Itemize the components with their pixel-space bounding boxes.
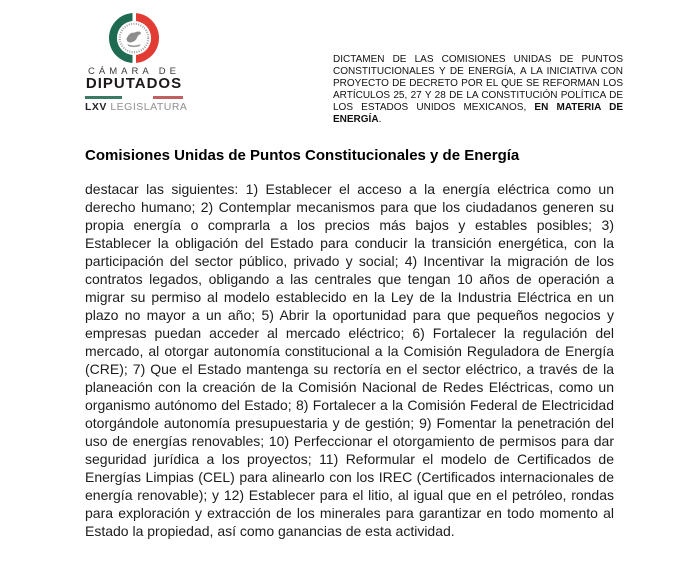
camara-diputados-logo [85,13,188,113]
logo-divider-red-segment [153,96,183,99]
coat-of-arms-icon [109,13,159,63]
logo-legislature-line [85,101,188,113]
logo-camara-de-label: CÁMARA DE [88,66,180,77]
legislature-number: LXV [85,101,107,113]
logo-diputados-label: DIPUTADOS [85,75,183,92]
dictamen-caption-period: . [378,114,382,126]
section-title: Comisiones Unidas de Puntos Constitucionales y de Energía [85,147,520,164]
logo-divider-green-segment [85,96,122,99]
body-paragraph: destacar las siguientes: 1) Establecer el acceso a la energía eléctrica como un derecho humano; 2) Contemplar mecanismos para que los ciudadanos generen su propia energía o comprarla a los precios más bajos y estables posibles; 3) Establecer la obligación del Estado para conducir la transición energética, con la participación del sector público, privado y social; 4) Incentivar la migración de los contratos legados, obligando a las centrales que tengan 10 años de operación a migrar su permiso al modelo establecido en la Ley de la Industria Eléctrica en un plazo no mayor a un año; 5) Abrir la oportunidad para que pequeños negocios y empresas puedan acceder al mercado eléctrico; 6) Fortalecer la regulación del mercado, al otorgar autonomía constitucional a la Comisión Reguladora de Energía (CRE); 7) Que el Estado mantenga su rectoría en el sector eléctrico, a través de la planeación con la creación de la Comisión Nacional de Redes Eléctricas, como un organismo autónomo del Estado; 8) Fortalecer a la Comisión Federal de Electricidad otorgándole autonomía presupuestaria y de gestión; 9) Fomentar la penetración del uso de energías renovables; 10) Perfeccionar el otorgamiento de permisos para dar seguridad jurídica a los proyectos; 11) Reformular el modelo de Certificados de Energías Limpias (CEL) para alinearlo con los IREC (Certificados internacionales de energía renovable); y 12) Establecer para el litio, al igual que en el petróleo, rondas para exploración y extracción de los minerales para garantizar en todo momento al Estado la propiedad, así como ganancias de esta actividad. [85,181,614,539]
dictamen-caption-regular-text: DICTAMEN DE LAS COMISIONES UNIDAS DE PUNTOS CONSTITUCIONALES Y DE ENERGÍA, A LA INICIATIVA CON PROYECTO DE DECRETO POR EL QUE SE REFORMAN LOS ARTÍCULOS 25, 27 Y 28 DE LA CONSTITUCIÓN POLÍTICA DE LOS ESTADOS UNIDOS MEXICANOS, [333,54,623,114]
logo-divider [85,96,183,99]
dictamen-caption [333,54,623,127]
legislature-word: LEGISLATURA [110,101,188,113]
dictamen-caption-bold-text: EN MATERIA DE ENERGÍA [333,102,623,126]
